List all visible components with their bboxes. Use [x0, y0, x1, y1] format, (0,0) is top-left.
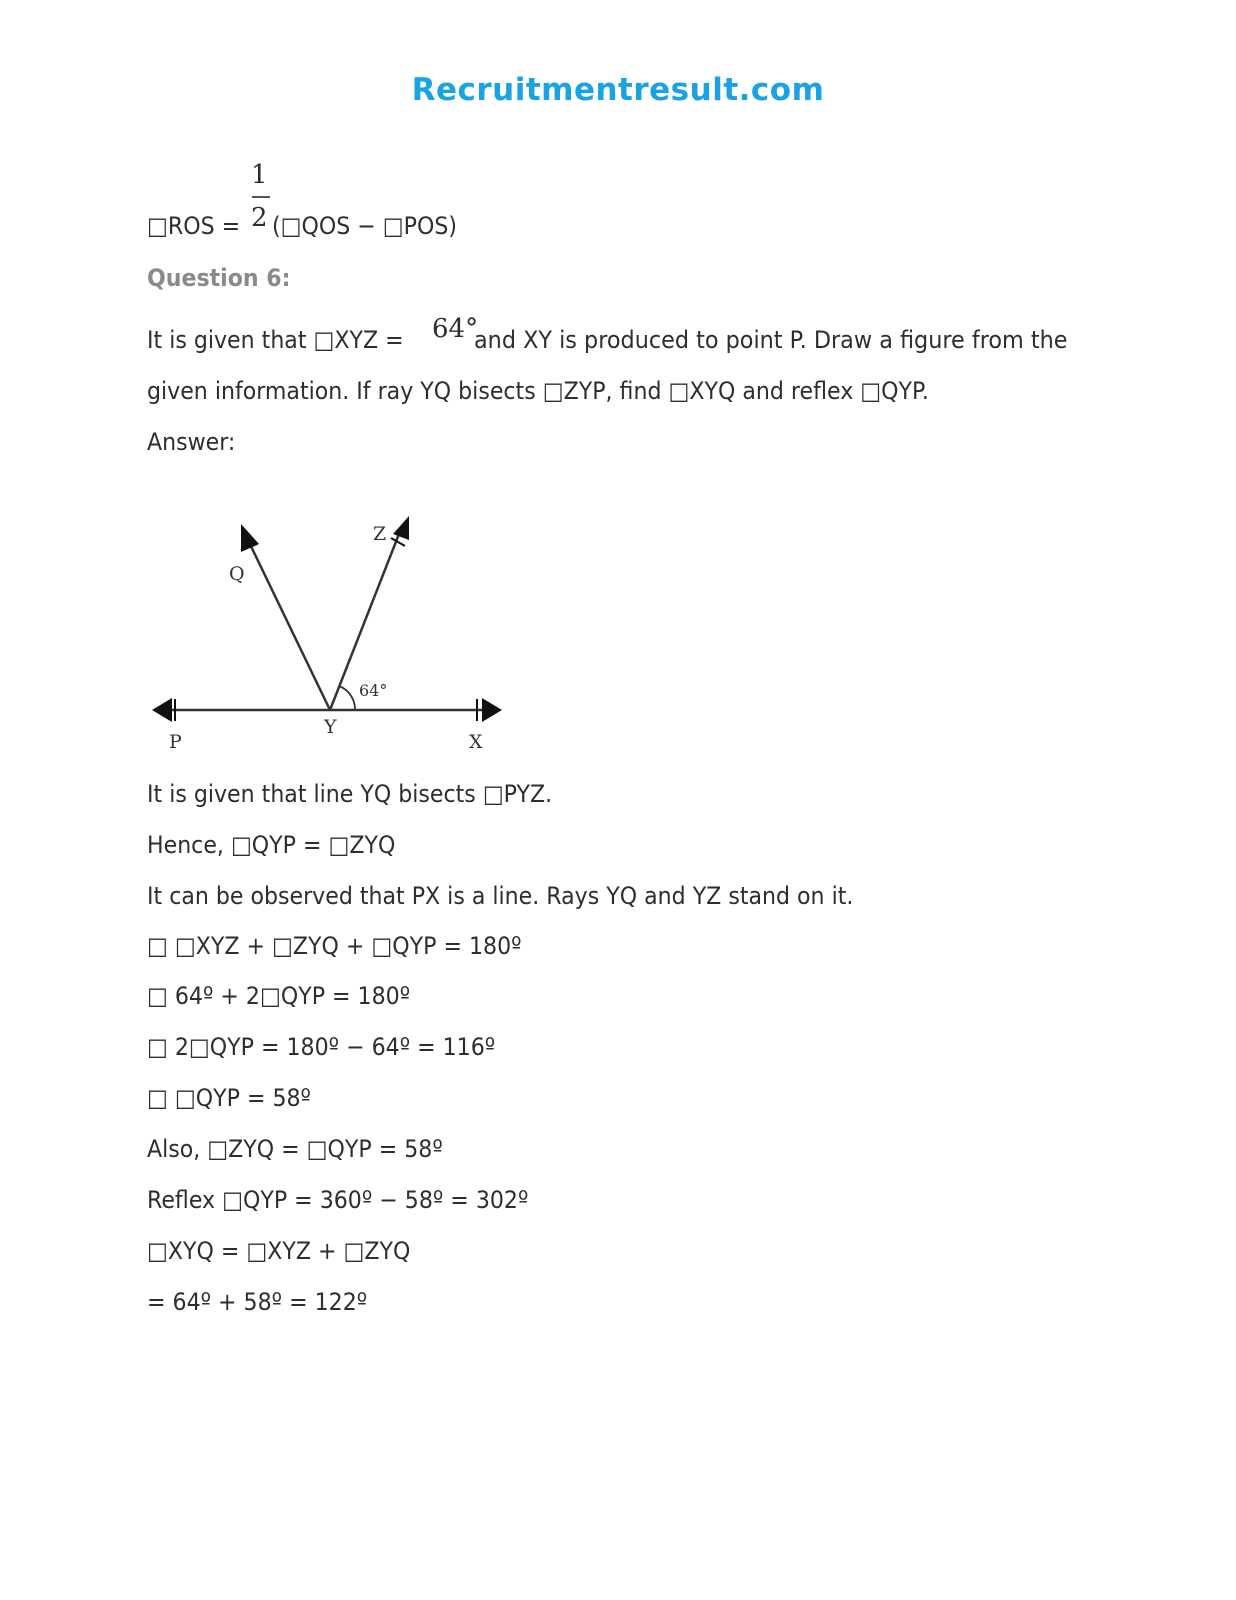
label-x: X	[469, 731, 483, 753]
arrowhead-q	[241, 524, 259, 552]
step-8: Also, □ZYQ = □QYP = 58º	[147, 1135, 443, 1163]
step-4: □ □XYZ + □ZYQ + □QYP = 180º	[147, 932, 522, 960]
label-y: Y	[324, 716, 337, 738]
angle-figure	[147, 508, 517, 758]
label-z: Z	[373, 523, 387, 545]
arrowhead-p	[152, 698, 172, 722]
question-angle: 64°	[432, 314, 479, 344]
step-9: Reflex □QYP = 360º − 58º = 302º	[147, 1186, 529, 1214]
label-q: Q	[229, 563, 245, 585]
label-angle-64: 64°	[359, 681, 388, 700]
question-text-part2: and XY is produced to point P. Draw a figure from the	[474, 326, 1068, 354]
step-11: = 64º + 58º = 122º	[147, 1288, 368, 1316]
step-3: It can be observed that PX is a line. Rays YQ and YZ stand on it.	[147, 882, 854, 910]
ros-equation-left: □ROS =	[147, 212, 241, 240]
step-5: □ 64º + 2□QYP = 180º	[147, 982, 411, 1010]
ros-equation-right: (□QOS − □POS)	[272, 212, 457, 240]
fraction-numerator: 1	[251, 160, 268, 190]
question-text-part1: It is given that □XYZ =	[147, 326, 404, 354]
fraction-denominator: 2	[251, 203, 268, 233]
step-7: □ □QYP = 58º	[147, 1084, 311, 1112]
label-p: P	[169, 731, 182, 753]
question-heading: Question 6:	[147, 264, 291, 292]
arrowhead-z	[393, 516, 409, 540]
ray-yq	[247, 538, 330, 710]
arrowhead-x	[482, 698, 502, 722]
step-10: □XYQ = □XYZ + □ZYQ	[147, 1237, 411, 1265]
question-text-line2: given information. If ray YQ bisects □ZYP, find □XYQ and reflex □QYP.	[147, 377, 929, 405]
angle-arc	[339, 686, 355, 710]
step-1: It is given that line YQ bisects □PYZ.	[147, 780, 553, 808]
site-title[interactable]: Recruitmentresult.com	[411, 72, 825, 108]
answer-label: Answer:	[147, 428, 236, 456]
step-2: Hence, □QYP = □ZYQ	[147, 831, 396, 859]
step-6: □ 2□QYP = 180º − 64º = 116º	[147, 1033, 496, 1061]
fraction-bar	[252, 196, 270, 198]
